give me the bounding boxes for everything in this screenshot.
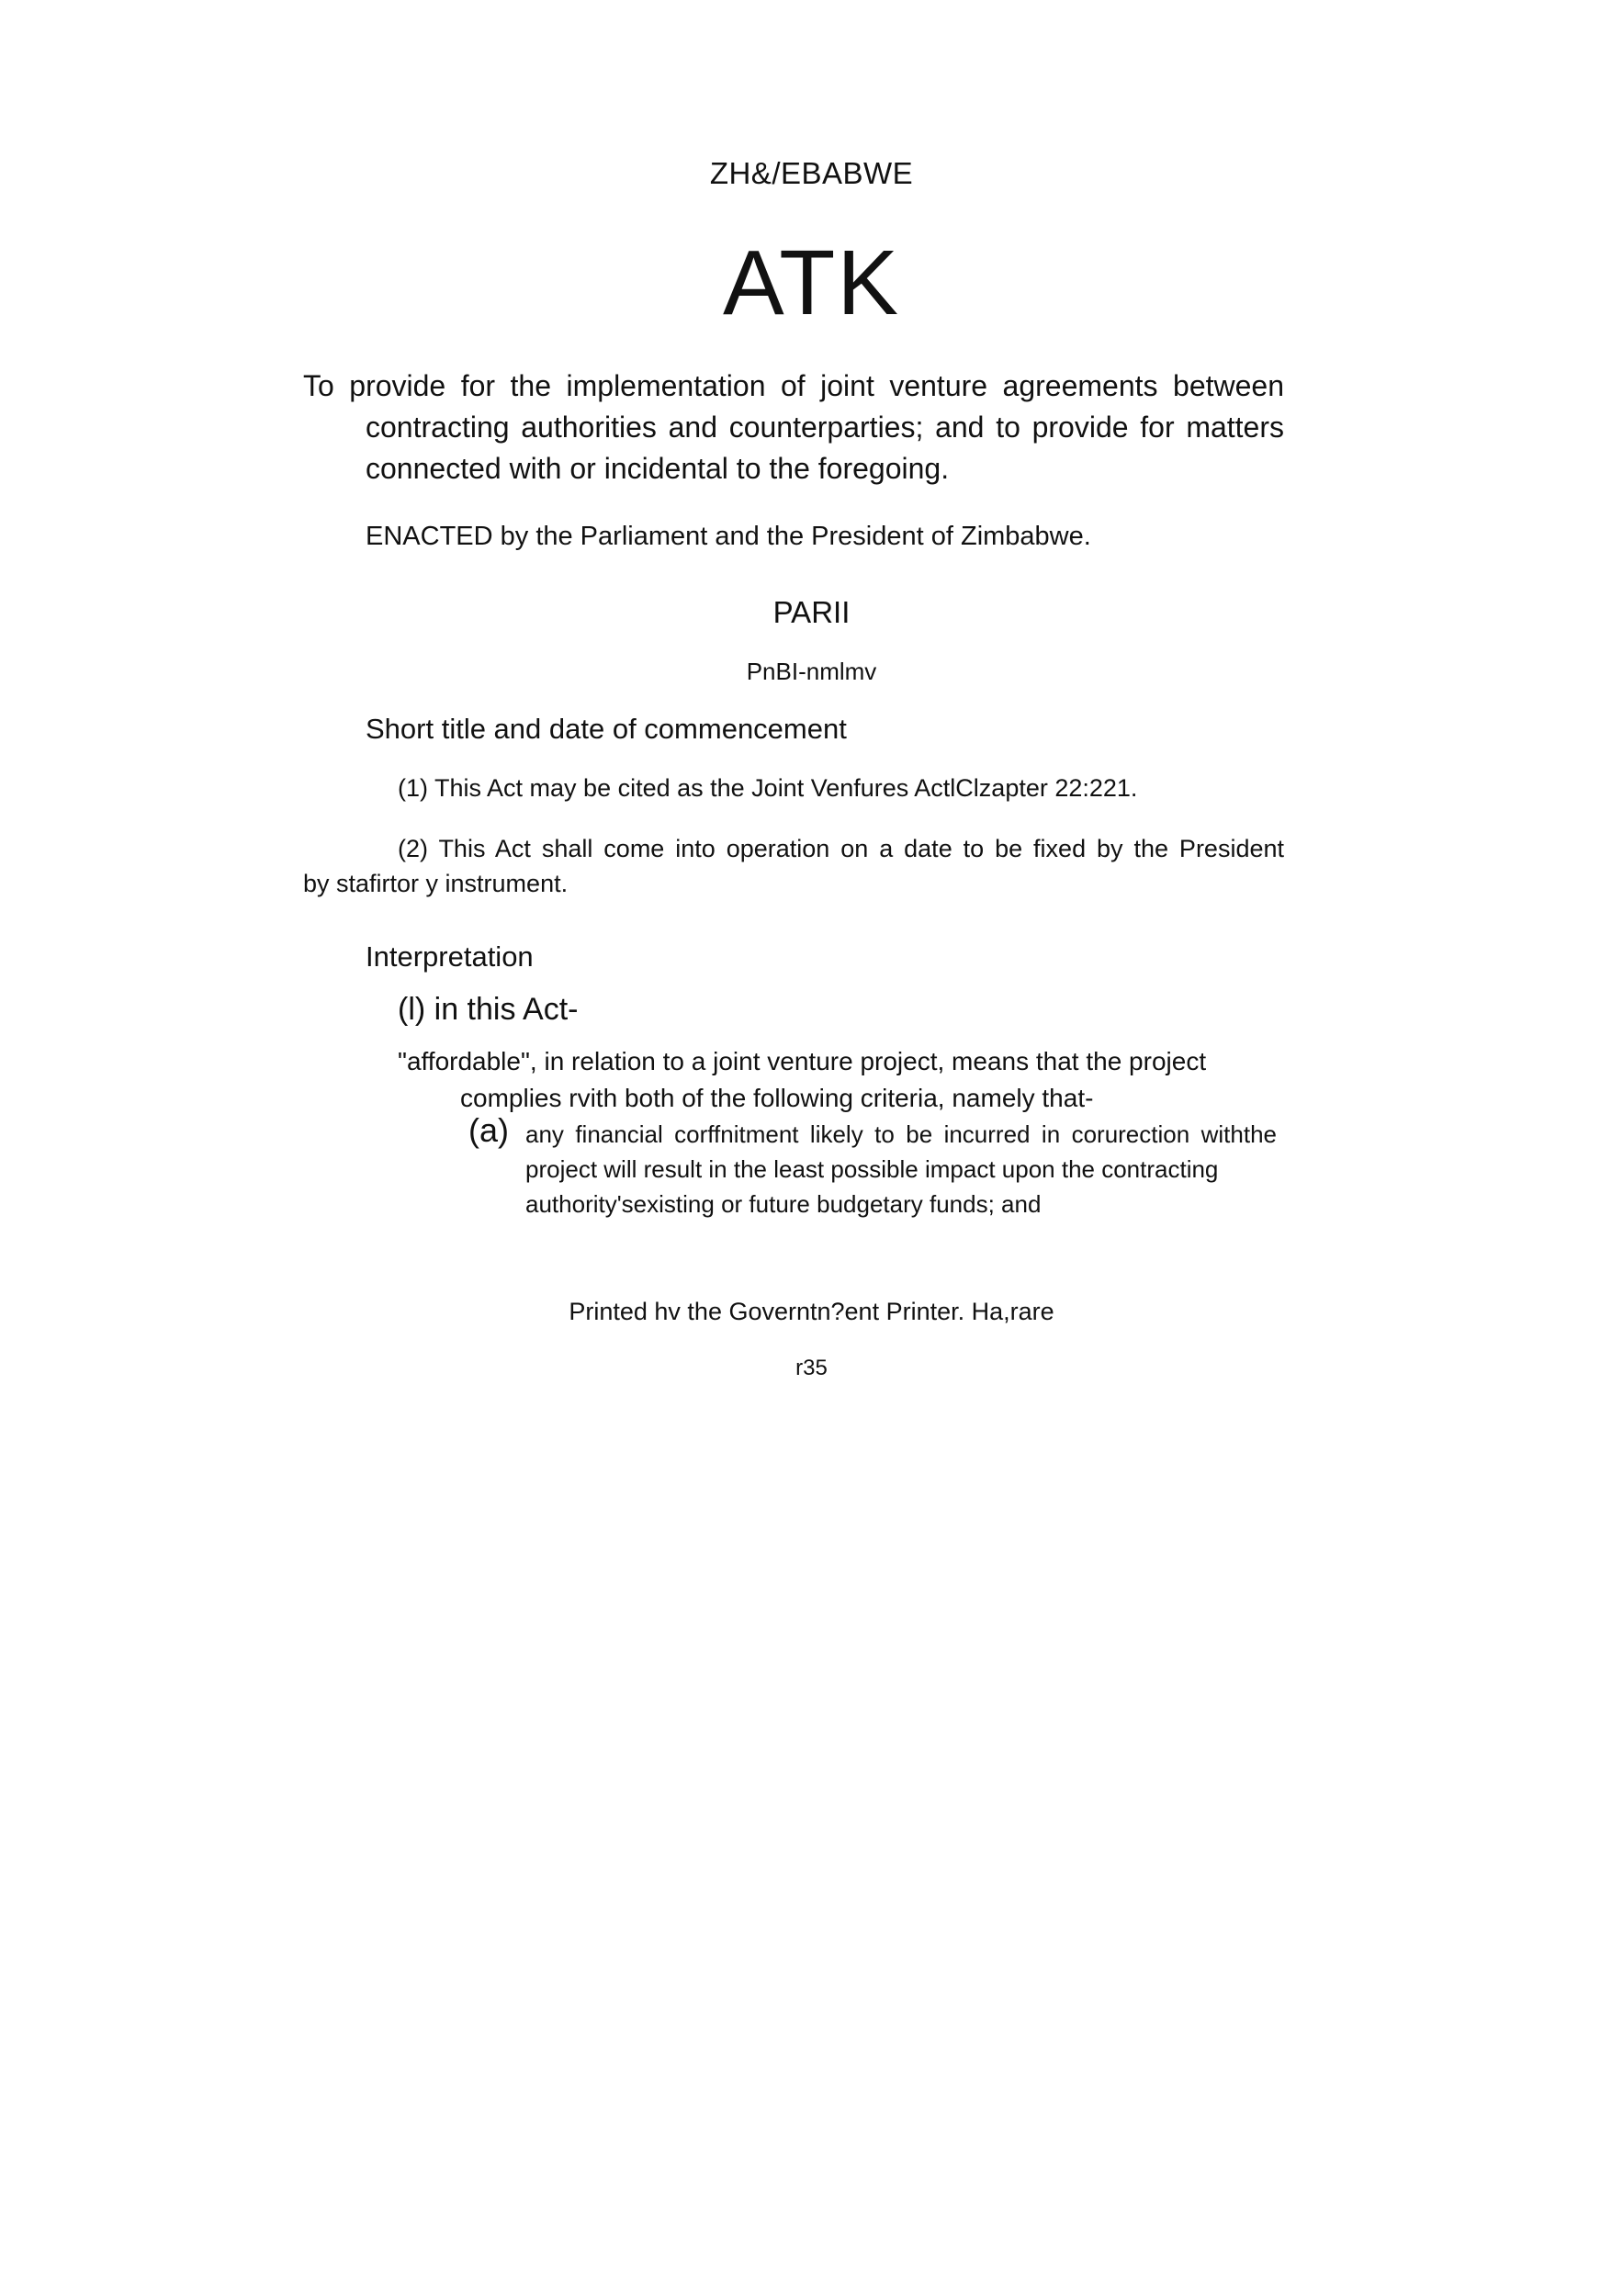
subsection-1-2-line-2: by stafirtor y instrument. <box>303 870 569 897</box>
page-number: r35 <box>795 1356 828 1380</box>
long-title-preamble <box>303 366 1284 490</box>
definition-line-2: complies rvith both of the following criteria, namely that- <box>460 1084 1094 1112</box>
subsection-1-2-line-1: (2) This Act shall come into operation on a date to be fixed by the President <box>398 835 1284 862</box>
preamble-line-2: contracting authorities and counterparties; and to provide for matters <box>366 411 1284 444</box>
part-heading: PARII <box>772 595 851 629</box>
subsection-1-1: (1) This Act may be cited as the Joint Venfures ActlClzapter 22:221. <box>398 774 1138 802</box>
printer-imprint: Printed hv the Governtn?ent Printer. Ha,rare <box>569 1298 1054 1325</box>
part-subtitle: PnBI-nmlmv <box>746 658 877 685</box>
paragraph-a <box>468 1111 1277 1221</box>
paragraph-a-marker: (a) <box>468 1111 509 1149</box>
subsection-2-1: (l) in this Act- <box>398 992 579 1027</box>
definition-affordable <box>398 1043 1261 1117</box>
definition-line-1: "affordable", in relation to a joint venture project, means that the project <box>398 1047 1207 1075</box>
section-heading-short-title: Short title and date of commencement <box>366 713 847 745</box>
preamble-line-3: connected with or incidental to the foregoing. <box>366 452 950 485</box>
section-heading-interpretation: Interpretation <box>366 940 534 973</box>
act-title: ATK <box>722 231 901 334</box>
country-heading: ZH&/EBABWE <box>709 156 914 190</box>
preamble-line-1: To provide for the implementation of joint venture agreements between <box>303 369 1284 402</box>
paragraph-a-line-1: any financial corffnitment likely to be incurred in corurection withthe <box>525 1120 1277 1148</box>
paragraph-a-line-3: authority'sexisting or future budgetary funds; and <box>525 1190 1042 1218</box>
subsection-1-2 <box>303 831 1284 901</box>
paragraph-a-line-2: project will result in the least possible impact upon the contracting <box>525 1155 1219 1183</box>
enacting-clause: ENACTED by the Parliament and the President of Zimbabwe. <box>366 522 1091 551</box>
